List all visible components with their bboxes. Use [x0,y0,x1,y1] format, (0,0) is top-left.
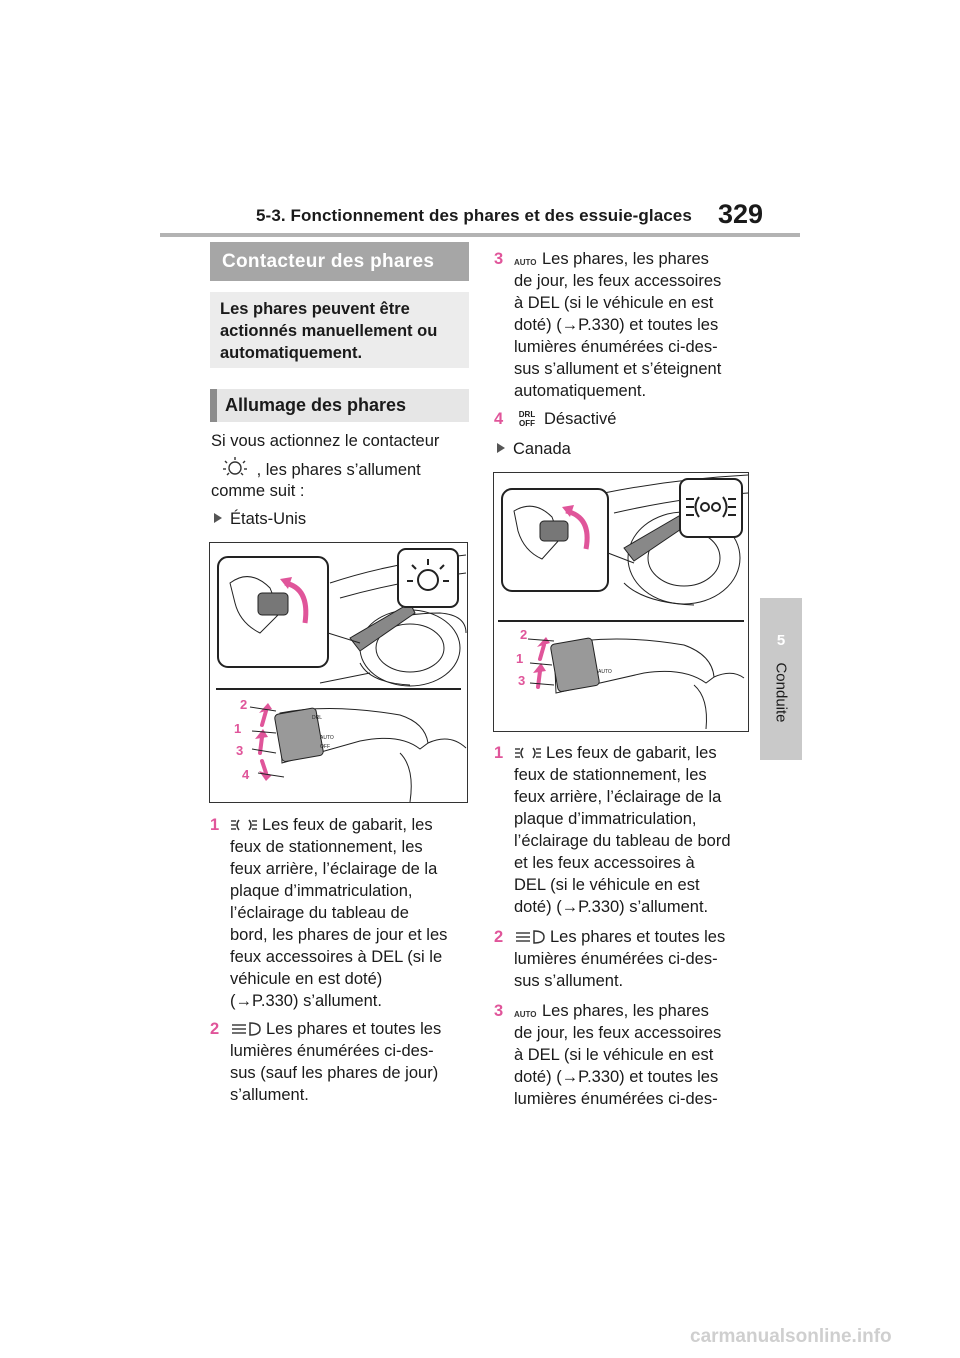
svg-text:AUTO: AUTO [514,1010,537,1019]
figure-usa [209,542,468,803]
switch-label-off: OFF [320,744,330,750]
running-header-title: 5-3. Fonctionnement des phares et des essuie-glaces [256,206,692,225]
figure-canada-illustration [494,473,748,731]
svg-text:AUTO: AUTO [514,258,537,267]
item-number: 1 [494,744,504,762]
list-item: 2 Les phares et toutes les lumières énumérées ci-des- sus s’allument. [494,928,726,990]
switch-label-auto: AUTO [598,669,612,675]
intro-text: Les phares peuvent être actionnés manuellement ou automatiquement. [220,300,438,362]
item-number: 3 [494,250,504,268]
headlights-icon [514,929,546,945]
intro-box [210,292,469,368]
switch-label-auto: AUTO [320,735,334,741]
headlights-icon [230,1021,262,1037]
figure-canada-label-1: 1 [516,651,524,666]
triangle-bullet-icon [497,443,505,453]
chapter-label: Conduite [772,662,790,723]
item-number: 2 [494,928,504,946]
item-number: 4 [494,410,504,428]
figure-usa-label-3: 3 [236,743,244,758]
headlight-switch-icon [222,456,248,478]
figure-canada-label-2: 2 [520,627,528,642]
list-item: 1 Les feux de gabarit, les feux de stationnement, les feux arrière, l’éclairage de la plaque d’immatriculation, l’éclairage du tableau de bord, les phares de jour et les feux accessoires à DEL (si le véhicule en est doté) (→P.330) s’allument. [210,816,448,1010]
figure-usa-label-2: 2 [240,697,248,712]
figure-canada [493,472,749,732]
figure-usa-illustration [210,543,467,802]
auto-icon [514,1007,538,1019]
subheading: Allumage des phares [210,389,469,422]
figure-usa-label-1: 1 [234,721,242,736]
parking-lights-icon [514,745,542,761]
region-usa: États-Unis [214,508,306,530]
header-rule [160,233,800,237]
figure-canada-label-3: 3 [518,673,526,688]
region-canada: Canada [497,438,571,460]
list-item: 1 Les feux de gabarit, les feux de stationnement, les feux arrière, l’éclairage de la plaque d’immatriculation, l’éclairage du tableau de bord et les feux accessoires à DEL (si le véhicule en est doté) (→P.330) s’allument. [494,744,731,916]
item-number: 2 [210,1020,220,1038]
watermark: carmanualsonline.info [690,1326,892,1347]
list-item: 3 AUTO Les phares, les phares de jour, les feux accessoires à DEL (si le véhicule en est doté) (→P.330) et toutes les lumières énumérées ci-des- [494,1002,722,1108]
triangle-bullet-icon [214,513,222,523]
item-number: 1 [210,816,220,834]
intro-paragraph-continued: , les phares s’allument [256,461,421,479]
section-heading: Contacteur des phares [210,242,469,281]
intro-paragraph-line3: comme suit : [211,482,305,500]
list-item: 2 Les phares et toutes les lumières énumérées ci-des- sus (sauf les phares de jour) s’allument. [210,1020,442,1104]
list-item: 4 DRL OFF Désactivé [494,410,617,428]
auto-icon [514,255,538,267]
intro-paragraph-line1: Si vous actionnez le contacteur [211,432,440,450]
drl-off-icon: DRL OFF [518,410,536,428]
figure-usa-label-4: 4 [242,767,250,782]
parking-lights-icon [230,817,258,833]
list-item: 3 AUTO Les phares, les phares de jour, les feux accessoires à DEL (si le véhicule en est doté) (→P.330) et toutes les lumières énumérées ci-des- sus s’allument et s’éteignent automatiquement. [494,250,722,400]
page-number: 329 [718,199,764,229]
item-number: 3 [494,1002,504,1020]
chapter-number: 5 [776,632,786,649]
intro-paragraph-line2 [222,456,421,481]
switch-label-drl: DRL [312,715,323,721]
